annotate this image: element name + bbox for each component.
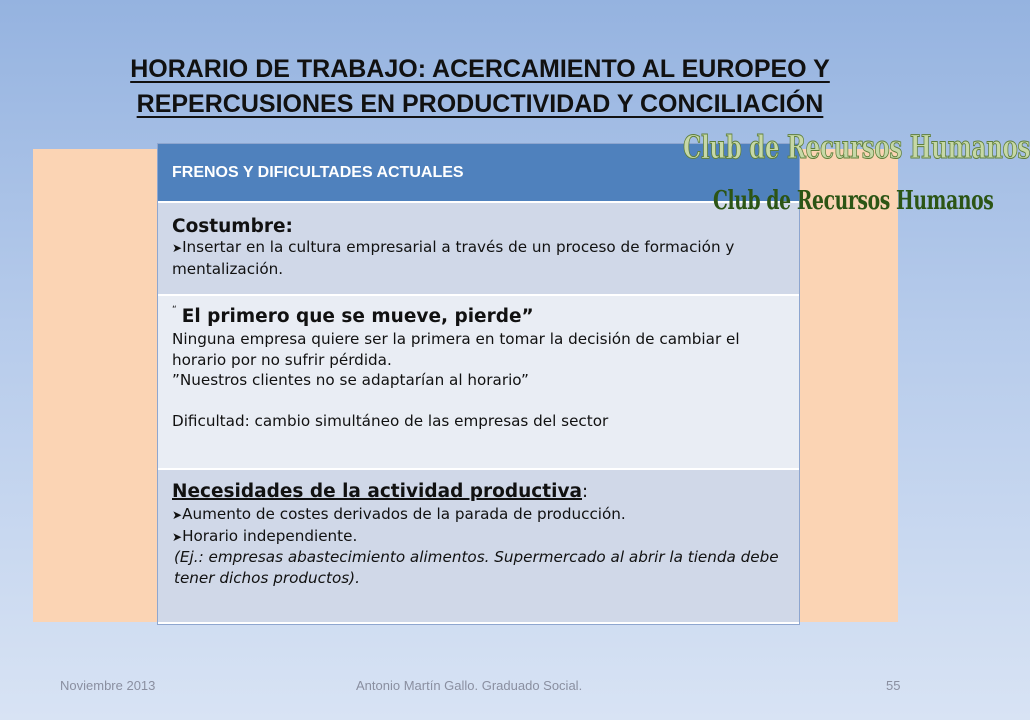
- costumbre-bullet: [172, 237, 785, 279]
- necesidades-bullet-1: [172, 504, 785, 526]
- necesidades-bullet-2: [172, 526, 785, 548]
- necesidades-bullet-1-text: Aumento de costes derivados de la parada de producción.: [182, 505, 626, 523]
- table-row-necesidades: [158, 470, 799, 624]
- table-row-costumbre: [158, 203, 799, 296]
- necesidades-bullet-2-text: Horario independiente.: [182, 526, 358, 545]
- arrow-bullet-icon: ➤: [172, 241, 183, 255]
- title-line-2: REPERCUSIONES EN PRODUCTIVIDAD Y CONCILIACIÓN: [136, 90, 824, 118]
- primero-text-2: ”Nuestros clientes no se adaptarían al horario”: [172, 371, 529, 389]
- necesidades-heading: Necesidades de la actividad productiva: [172, 481, 582, 502]
- costumbre-bullet-text: Insertar en la cultura empresarial a través de un proceso de formación y mentalización.: [172, 238, 735, 278]
- obstacles-table: [157, 143, 800, 625]
- title-line-1: HORARIO DE TRABAJO: ACERCAMIENTO AL EUROPEO Y: [130, 55, 830, 83]
- club-rrhh-watermark-small: Club de Recursos Humanos: [713, 186, 994, 216]
- table-header: FRENOS Y DIFICULTADES ACTUALES: [172, 164, 464, 181]
- footer-date: Noviembre 2013: [60, 678, 156, 693]
- primero-text-3: Dificultad: cambio simultáneo de las empresas del sector: [172, 411, 609, 430]
- club-rrhh-watermark-large: Club de Recursos Humanos: [683, 128, 1030, 166]
- primero-heading-line: [172, 305, 785, 329]
- primero-text-1: Ninguna empresa quiere ser la primera en tomar la decisión de cambiar el horario por no sufrir pérdida.: [172, 330, 740, 369]
- costumbre-heading: Costumbre:: [172, 216, 293, 237]
- footer-author: Antonio Martín Gallo. Graduado Social.: [356, 678, 583, 693]
- necesidades-heading-line: [172, 480, 785, 504]
- arrow-bullet-icon: ➤: [172, 529, 183, 544]
- footer-page-number: 55: [886, 678, 901, 693]
- necesidades-note: (Ej.: empresas abastecimiento alimentos. Supermercado al abrir la tienda debe tener dichos productos).: [174, 548, 779, 587]
- primero-heading: El primero que se mueve, pierde”: [181, 306, 534, 327]
- open-quote: “: [172, 305, 177, 315]
- table-row-primero: [158, 296, 799, 470]
- necesidades-colon: :: [582, 481, 589, 502]
- arrow-bullet-icon: ➤: [172, 508, 183, 522]
- slide-title: [60, 52, 900, 122]
